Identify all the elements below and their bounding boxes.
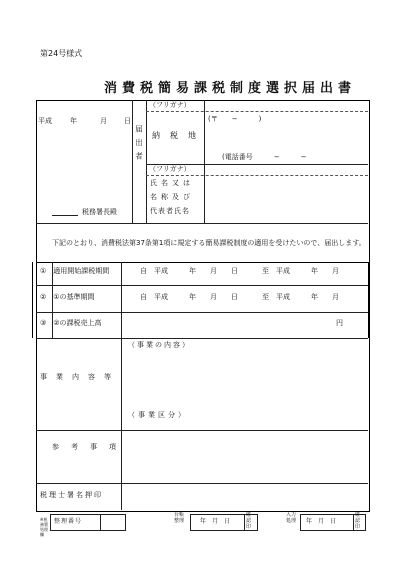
divider bbox=[36, 285, 368, 286]
furigana-label: （フリガナ） bbox=[149, 101, 191, 109]
office-name-line bbox=[52, 215, 78, 216]
name-label-line2: 名称及び bbox=[150, 193, 194, 201]
applicant-label: 届出者 bbox=[134, 125, 144, 166]
name-label-line1: 氏名又は bbox=[150, 179, 194, 187]
confirm-stamp-label: 確認印 bbox=[246, 512, 252, 530]
business-category-label: （事業区分） bbox=[128, 411, 188, 419]
divider bbox=[204, 100, 205, 223]
dashed-divider bbox=[146, 175, 368, 176]
divider bbox=[244, 514, 245, 530]
row3-unit: 円 bbox=[336, 319, 343, 327]
divider bbox=[368, 262, 369, 338]
input-date: 年 月 日 bbox=[306, 518, 337, 525]
ref-number-label: 整理番号 bbox=[54, 518, 83, 525]
ledger-label: 台帳整理 bbox=[174, 512, 185, 524]
address-label: 納税地 bbox=[152, 131, 206, 140]
row3-label: ③ ②の課税売上高 bbox=[40, 319, 102, 327]
divider bbox=[36, 483, 368, 484]
form-title: 消費税簡易課税制度選択届出書 bbox=[104, 81, 357, 96]
divider bbox=[52, 262, 53, 338]
divider bbox=[36, 430, 368, 431]
office-suffix: 税務署長殿 bbox=[82, 208, 117, 216]
date-month: 月 bbox=[100, 117, 107, 125]
date-year: 年 bbox=[70, 117, 77, 125]
date-era: 平成 bbox=[38, 117, 52, 125]
dashed-divider bbox=[146, 111, 368, 112]
name-label-line3: 代表者氏名 bbox=[150, 207, 190, 215]
date-day: 日 bbox=[124, 117, 131, 125]
business-content-label: （事業の内容） bbox=[128, 341, 191, 349]
form-number: 第24号様式 bbox=[40, 49, 83, 58]
row2-to: 至 平成 年 月 bbox=[262, 293, 339, 301]
confirm-stamp-label: 確認印 bbox=[355, 512, 361, 530]
furigana-label: （フリガナ） bbox=[149, 165, 191, 173]
ledger-date: 年 月 日 bbox=[200, 518, 231, 525]
row2-label: ② ①の基準期間 bbox=[40, 293, 95, 301]
divider bbox=[32, 262, 33, 338]
postal-code: (〒 − ) bbox=[208, 115, 262, 123]
office-use-label: ※税務署処理欄 bbox=[40, 517, 48, 537]
divider bbox=[132, 100, 133, 223]
divider bbox=[36, 312, 368, 313]
business-label: 事業内容等 bbox=[40, 373, 120, 381]
divider bbox=[146, 100, 147, 223]
divider bbox=[36, 223, 368, 224]
divider bbox=[100, 514, 101, 530]
divider bbox=[36, 262, 368, 263]
row1-from: 自 平成 年 月 日 bbox=[140, 267, 238, 275]
row1-to: 至 平成 年 月 bbox=[262, 267, 339, 275]
divider bbox=[36, 338, 368, 339]
tax-accountant-label: 税理士署名押印 bbox=[40, 491, 103, 499]
statement-text: 下記のとおり、消費税法第37条第1項に規定する簡易課税制度の適用を受けたいので、届出します。 bbox=[52, 239, 366, 247]
phone-number: (電話番号 − − bbox=[222, 153, 307, 161]
row2-from: 自 平成 年 月 日 bbox=[140, 293, 238, 301]
row1-label: ① 適用開始課税期間 bbox=[40, 267, 110, 275]
input-label: 入力処理 bbox=[286, 512, 297, 524]
divider bbox=[353, 514, 354, 530]
divider bbox=[121, 262, 122, 510]
notes-label: 参考事項 bbox=[52, 443, 128, 451]
